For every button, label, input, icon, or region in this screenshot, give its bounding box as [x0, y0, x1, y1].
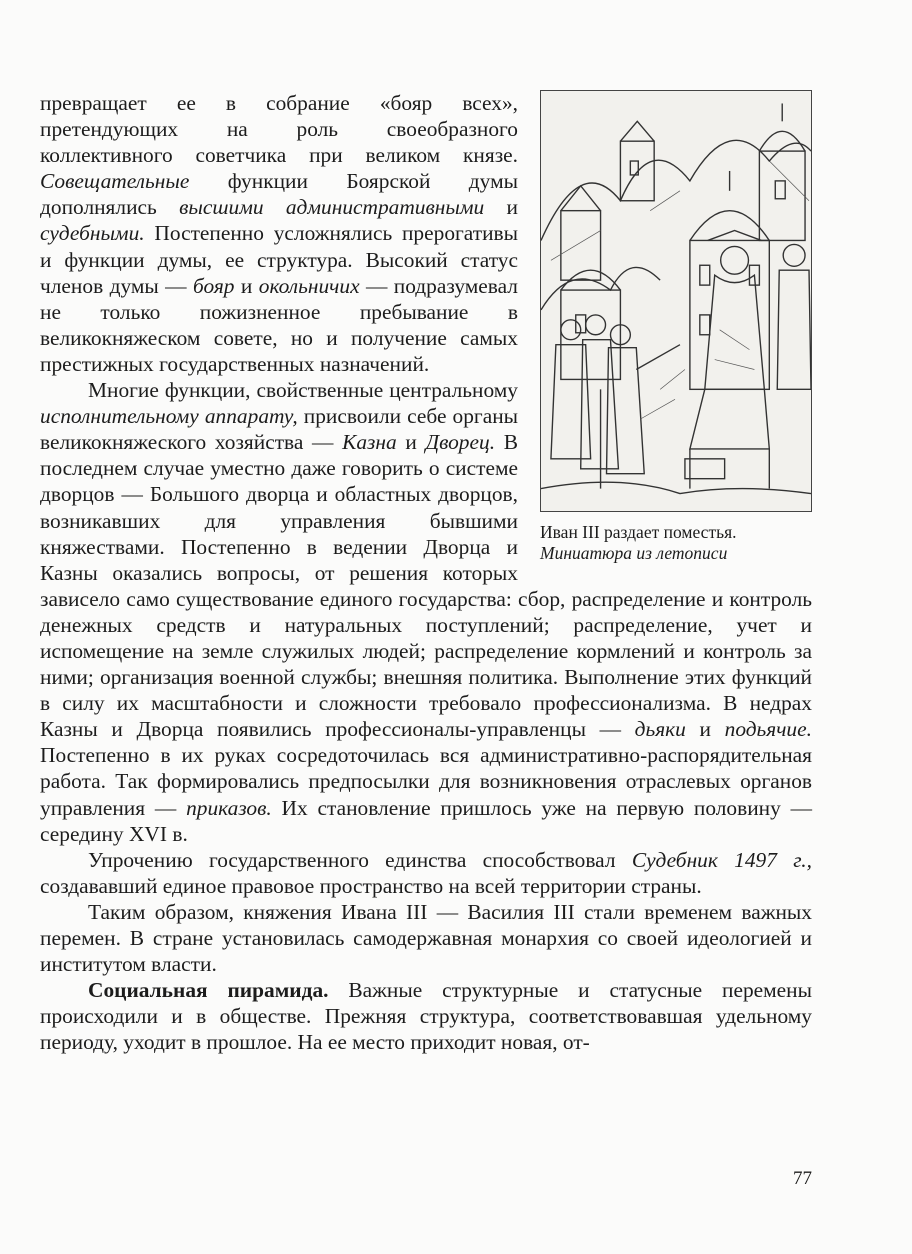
italic-term: подьячие.: [724, 717, 812, 742]
figure: [540, 90, 812, 574]
text-run: присвоили себе органы великокняжеского хозяйства —: [40, 404, 519, 455]
text-run: — подразумевал не только пожизненное пребывание в великокняжеском совете, но и получение самых престижных государственных назначений.: [40, 273, 518, 376]
text-run: Важные структурные и статусные перемены происходили и в обществе. Прежняя структура, соответствовавшая удельному периоду, уходит в прошлое. На ее место приходит новая, от-: [40, 978, 812, 1055]
text-run: Упрочению государственного единства способствовал: [88, 847, 632, 872]
text-run: В последнем случае уместно даже говорить о системе дворцов — Большого дворца и областных дворцов, возникавших для управления бывшими княжествами. Постепенно в ведении Дворца и Казны оказались вопросы, от решения которых зависело само существование единого государства: сбор, распределение и контроль денежных средств и натуральных поступлений; распределение, учет и испомещение на земле служилых людей; распределение кормлений и контроль за ними; организация военной службы; внешняя политика. Выполнение этих функций в силу их масштабности и сложности требовало профессионализма. В недрах Казны и Дворца появились профессионалы-управленцы —: [40, 430, 812, 742]
paragraph: [40, 899, 812, 977]
italic-term: приказов.: [186, 795, 272, 820]
miniature-drawing: [541, 91, 811, 511]
text-run: и: [484, 195, 519, 220]
page-number: 77: [793, 1168, 812, 1189]
text-run: создававший единое правовое пространство на всей территории страны.: [40, 873, 702, 898]
text-run: и: [234, 273, 259, 298]
paragraph: [40, 847, 812, 899]
text-run: Их становление пришлось уже на первую половину — середину XVI в.: [40, 795, 812, 846]
text-run: и: [396, 430, 426, 455]
text-run: и: [685, 717, 725, 742]
text-run: Постепенно в их руках сосредоточилась вся административно-распорядительная работа. Так формировались предпосылки для возникновения отраслевых органов управления —: [40, 743, 812, 820]
text-run: Постепенно усложнялись прерогативы и функции думы, ее структура. Высокий статус членов думы —: [40, 221, 518, 298]
figure-caption: [540, 522, 812, 564]
italic-term: Судебник 1497 г.,: [631, 847, 812, 872]
italic-term: исполнительному аппарату,: [40, 404, 298, 429]
illustration-miniature: [540, 90, 812, 512]
caption-line-1: Иван III раздает поместья.: [540, 522, 737, 542]
body-text: [40, 90, 812, 1055]
text-run: функции Боярской думы дополнялись: [40, 169, 518, 220]
paragraph: [40, 977, 812, 1055]
italic-term: Казна: [342, 430, 397, 455]
italic-term: дьяки: [634, 717, 686, 742]
section-heading: Социальная пирамида.: [88, 978, 329, 1003]
text-run: Многие функции, свойственные центральному: [88, 378, 518, 403]
italic-term: судебными.: [40, 221, 145, 246]
italic-term: высшими административными: [179, 195, 485, 220]
caption-line-2: Миниатюра из летописи: [540, 543, 728, 563]
text-run: Таким образом, княжения Ивана III — Василия III стали временем важных перемен. В стране установилась самодержавная монархия со своей идеологией и институтом власти.: [40, 899, 812, 977]
italic-term: бояр: [192, 273, 235, 298]
italic-term: окольничих: [258, 273, 360, 298]
italic-term: Совещательные: [40, 169, 190, 194]
text-run: превращает ее в собрание «бояр всех», претендующих на роль своеобразного коллективного советчика при великом князе.: [40, 91, 518, 168]
italic-term: Дворец.: [425, 430, 496, 455]
